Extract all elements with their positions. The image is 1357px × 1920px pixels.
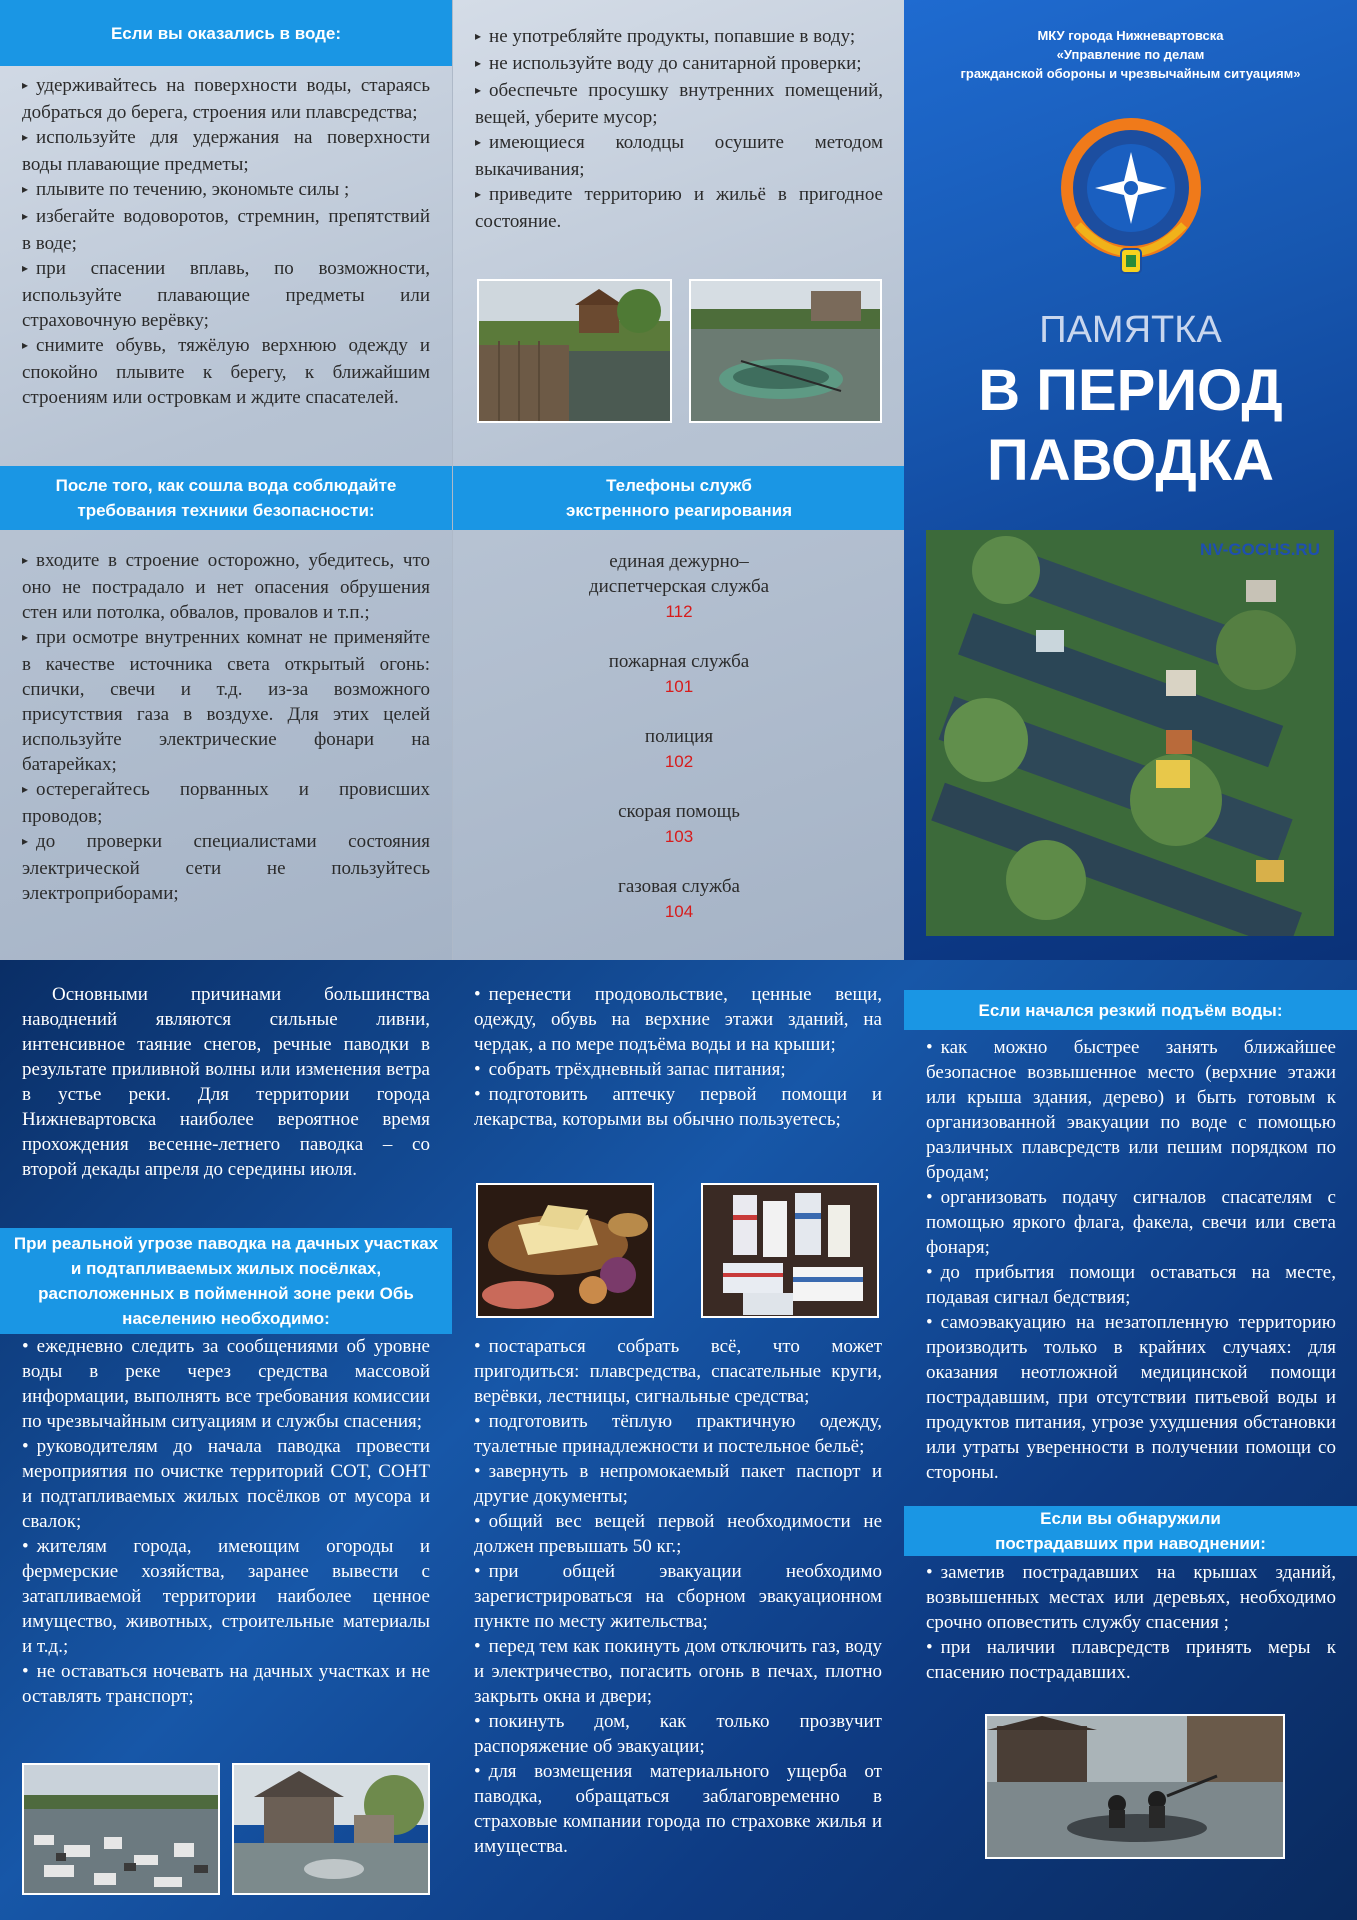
- threat-header: При реальной угрозе паводка на дачных участках и подтапливаемых жилых посёлках, расположенных в пойменной зоне реки Обь населению необходимо:: [0, 1228, 452, 1334]
- victims-header-line2: пострадавших при наводнении:: [995, 1534, 1266, 1553]
- list-item: • завернуть в непромокаемый пакет паспорт и другие документы;: [474, 1459, 882, 1509]
- service-number: 101: [664, 677, 694, 696]
- list-item: • как можно быстрее занять ближайшее безопасное возвышенное место (верхние этажи или крыша здания, дерево) и быть готовым к организованной эвакуации по воде с помощью различных плавсредств или пешим порядком по бродам;: [926, 1035, 1336, 1185]
- list-item: • до прибытия помощи оставаться на месте, подавая сигнал бедствия;: [926, 1260, 1336, 1310]
- list-item: ▸ приведите территорию и жильё в пригодное состояние.: [475, 182, 883, 234]
- aerial-flood-photo: [926, 530, 1334, 936]
- in-water-header: Если вы оказались в воде:: [0, 0, 452, 66]
- list-item: ▸ избегайте водоворотов, стремнин, препятствий в воде;: [22, 204, 430, 256]
- watermark: NV-GOCHS.RU: [1200, 540, 1320, 559]
- in-water-column: [0, 0, 452, 960]
- phone-entry: [493, 549, 865, 624]
- list-item: • собрать трёхдневный запас питания;: [474, 1057, 882, 1082]
- service-number: 104: [664, 902, 694, 921]
- agency-line3: гражданской обороны и чрезвычайным ситуациям»: [960, 66, 1301, 81]
- flooded-yard-photo: [477, 279, 672, 423]
- flooded-house-photo: [232, 1763, 430, 1895]
- list-item: • руководителям до начала паводка провести мероприятия по очистке территорий СОТ, СОНТ и подтапливаемых жилых посёлков от мусора и свалок;: [22, 1434, 430, 1534]
- list-item: • общий вес вещей первой необходимости не должен превышать 50 кг.;: [474, 1509, 882, 1559]
- after-water-header: После того, как сошла вода соблюдайте требования техники безопасности:: [0, 466, 452, 530]
- phone-entry: [493, 724, 865, 774]
- sudden-rise-header: Если начался резкий подъём воды:: [904, 990, 1357, 1030]
- preparation-column: [452, 960, 904, 1920]
- in-water-list: [22, 73, 430, 410]
- list-item: • ежедневно следить за сообщениями об уровне воды в реке через средства массовой информации, выполнять все требования комиссии по чрезвычайным ситуациям и службы спасения;: [22, 1334, 430, 1434]
- threat-list: [22, 1334, 430, 1709]
- agency-line2: «Управление по делам: [1056, 47, 1205, 62]
- debris-photo: [22, 1763, 220, 1895]
- list-item: ▸ не употребляйте продукты, попавшие в воду;: [475, 24, 883, 51]
- list-item: • перенести продовольствие, ценные вещи, одежду, обувь на верхние этажи зданий, на чердак, а по мере подъёма воды и на крыши;: [474, 982, 882, 1057]
- cover-title: [904, 356, 1357, 496]
- list-item: ▸ снимите обувь, тяжёлую верхнюю одежду и спокойно плывите к берегу, к ближайшим строениям или островкам и ждите спасателей.: [22, 333, 430, 410]
- phone-list: [493, 549, 865, 949]
- list-item: ▸ остерегайтесь порванных и провисших проводов;: [22, 777, 430, 829]
- phones-header-line1: Телефоны служб: [606, 476, 752, 495]
- list-item: ▸ входите в строение осторожно, убедитесь, что оно не пострадало и нет опасения обрушения стен или потолка, обвалов, провалов и т.п.;: [22, 548, 430, 625]
- cover-kicker: ПАМЯТКА: [1039, 309, 1222, 351]
- prep-list-bottom: [474, 1334, 882, 1859]
- phone-entry: [493, 799, 865, 849]
- intro-paragraph: Основными причинами большинства наводнений являются сильные ливни, интенсивное таяние снегов, речные паводки в результате приливной волны или изменения ветра в устье реки. Для территории города Нижневартовска наиболее вероятное время прохождения весенне-летнего паводка – со второй декады апреля до середины июля.: [22, 984, 430, 1180]
- agency-line1: МКУ города Нижневартовска: [1037, 28, 1224, 43]
- list-item: • организовать подачу сигналов спасателям с помощью яркого флага, факела, свечи или света фонаря;: [926, 1185, 1336, 1260]
- list-item: ▸ при спасении вплавь, по возможности, используйте плавающие предметы или страховочную верёвку;: [22, 256, 430, 333]
- list-item: ▸ используйте для удержания на поверхности воды плавающие предметы;: [22, 125, 430, 177]
- list-item: • самоэвакуацию на незатопленную территорию производить только в крайних случаях: для оказания неотложной медицинской помощи пострадавшим, при отсутствии питьевой воды и продуктов питания, угрозе ухудшения обстановки или утраты уверенности в получении помощи со стороны.: [926, 1310, 1336, 1485]
- phone-entry: [493, 874, 865, 924]
- list-item: • подготовить тёплую практичную одежду, туалетные принадлежности и постельное бельё;: [474, 1409, 882, 1459]
- agency-name: [904, 26, 1357, 83]
- rescue-boat-photo: [985, 1714, 1285, 1859]
- list-item: ▸ имеющиеся колодцы осушите методом выкачивания;: [475, 130, 883, 182]
- list-item: • подготовить аптечку первой помощи и лекарства, которыми вы обычно пользуетесь;: [474, 1082, 882, 1132]
- prep-list-top: [474, 982, 882, 1132]
- list-item: • не оставаться ночевать на дачных участках и не оставлять транспорт;: [22, 1659, 430, 1709]
- after-water-list: [22, 548, 430, 906]
- phones-header: [453, 466, 905, 530]
- list-item: ▸ не используйте воду до санитарной проверки;: [475, 51, 883, 78]
- rising-water-column: [904, 960, 1357, 1920]
- list-item: ▸ обеспечьте просушку внутренних помещений, вещей, уберите мусор;: [475, 78, 883, 130]
- list-item: • для возмещения материального ущерба от паводка, обращаться заблаговременно в страховые компании города по страховке жилья и имущества.: [474, 1759, 882, 1859]
- cover-title-line2: ПАВОДКА: [987, 428, 1274, 493]
- list-item: ▸ плывите по течению, экономьте силы ;: [22, 177, 430, 204]
- list-item: ▸ удерживайтесь на поверхности воды, стараясь добраться до берега, строения или плавсредства;: [22, 73, 430, 125]
- phone-entry: [493, 649, 865, 699]
- service-number: 102: [664, 752, 694, 771]
- cover-title-line1: В ПЕРИОД: [978, 358, 1283, 423]
- list-item: • при наличии плавсредств принять меры к спасению пострадавших.: [926, 1635, 1336, 1685]
- service-name: газовая служба: [618, 876, 740, 897]
- after-water-column-2: [452, 0, 904, 960]
- victims-header-line1: Если вы обнаружили: [1040, 1509, 1221, 1528]
- list-item: • покинуть дом, как только прозвучит распоряжение об эвакуации;: [474, 1709, 882, 1759]
- list-item: • постараться собрать всё, что может пригодиться: плавсредства, спасательные круги, верёвки, лестницы, сигнальные средства;: [474, 1334, 882, 1409]
- list-item: ▸ при осмотре внутренних комнат не применяйте в качестве источника света открытый огонь: спички, свечи и т.д. из-за возможного присутствия газа в воздухе. Для этих целей используйте электрические фонари на батарейках;: [22, 625, 430, 777]
- list-item: • перед тем как покинуть дом отключить газ, воду и электричество, погасить огонь в печах, плотно закрыть окна и двери;: [474, 1634, 882, 1709]
- victims-list: [926, 1560, 1336, 1685]
- cover-column: [904, 0, 1357, 960]
- service-name: единая дежурно–диспетчерская служба: [588, 551, 770, 597]
- emergency-emblem: [1058, 115, 1204, 277]
- service-name: пожарная служба: [608, 651, 750, 672]
- service-number: 112: [665, 602, 693, 621]
- list-item: • заметив пострадавших на крышах зданий, возвышенных местах или деревьях, необходимо срочно оповестить службу спасения ;: [926, 1560, 1336, 1635]
- list-item: ▸ до проверки специалистами состояния электрической сети не пользуйтесь электроприборами;: [22, 829, 430, 906]
- medicine-kit-photo: [701, 1183, 879, 1318]
- list-item: • жителям города, имеющим огороды и фермерские хозяйства, заранее вывести с затапливаемой территории наиболее ценное имущество, животных, строительные материалы и т.д.;: [22, 1534, 430, 1659]
- service-number: 103: [664, 827, 694, 846]
- outside-panel: [0, 960, 1357, 1920]
- phones-header-line2: экстренного реагирования: [565, 501, 793, 520]
- food-supply-photo: [476, 1183, 654, 1318]
- threat-column: [0, 960, 452, 1920]
- list-item: • при общей эвакуации необходимо зарегистрироваться на сборном эвакуационном пункте по месту жительства;: [474, 1559, 882, 1634]
- sudden-rise-list: [926, 1035, 1336, 1485]
- after-water-list-2: [475, 24, 883, 234]
- boat-in-water-photo: [689, 279, 882, 423]
- service-name: скорая помощь: [618, 801, 740, 822]
- service-name: полиция: [644, 726, 714, 747]
- victims-header: [904, 1506, 1357, 1556]
